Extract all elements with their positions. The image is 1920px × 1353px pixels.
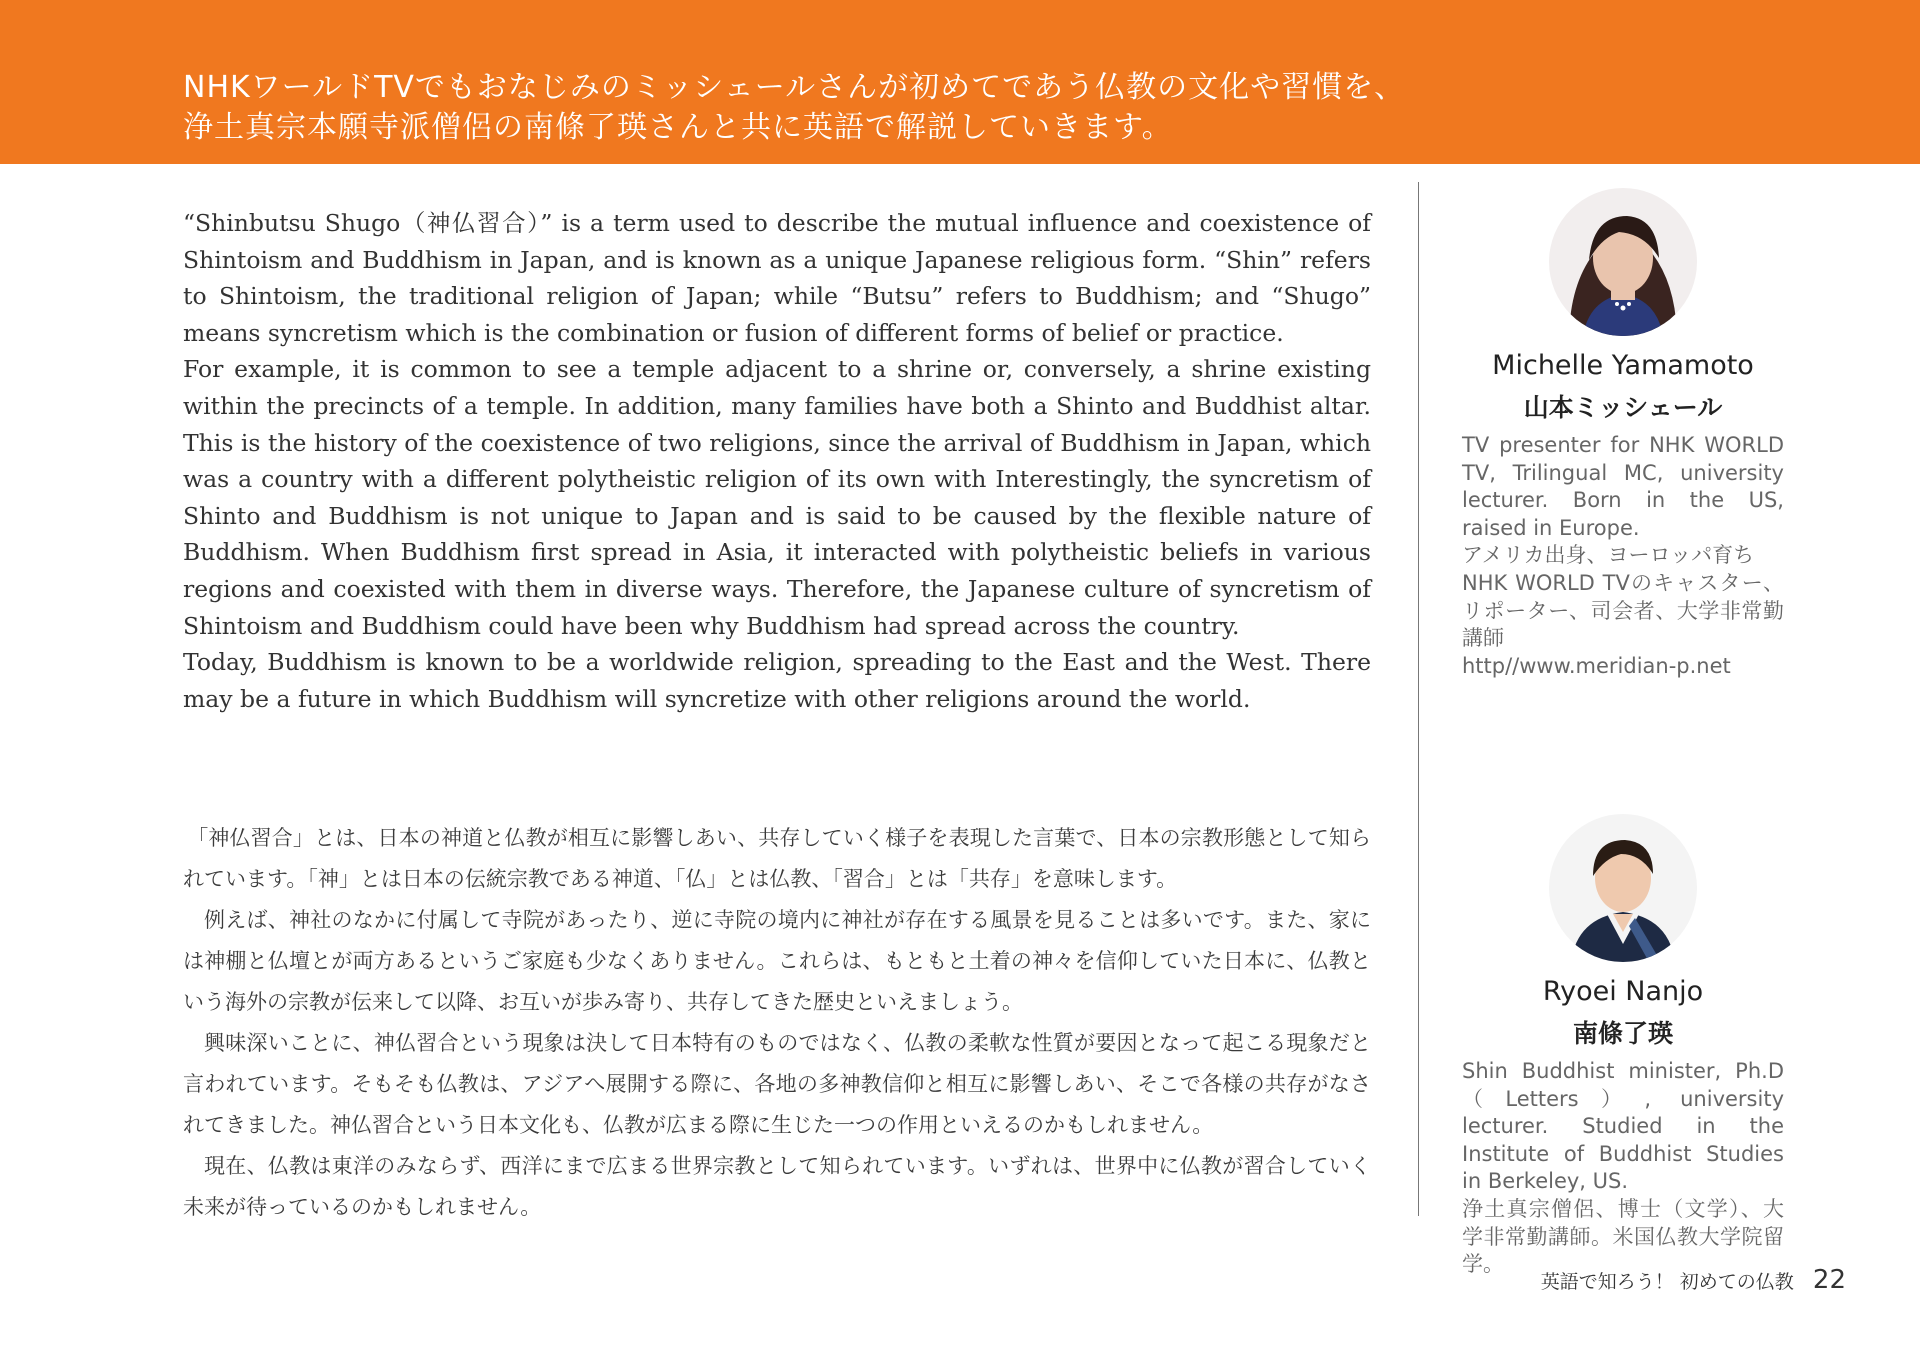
bio-line: http//www.meridian-p.net bbox=[1462, 653, 1731, 678]
english-paragraph: For example, it is common to see a temple adjacent to a shrine or, conversely, a shrine existing within the precincts of a temple. In addition, many families have both a Shinto and Buddhist altar. This is the history of the coexistence of two religions, since the arrival of Buddhism in Japan, which was a country with a different polytheistic religion of its own with Interestingly, the syncretism of Shinto and Buddhism is not unique to Japan and is said to be caused by the flexible nature of Buddhism. When Buddhism first spread in Asia, it interacted with polytheistic beliefs in various regions and coexisted with them in diverse ways. Therefore, the Japanese culture of syncretism of Shintoism and Buddhism could have been why Buddhism had spread across the country. bbox=[183, 355, 1371, 640]
avatar bbox=[1549, 814, 1697, 962]
english-paragraph: “Shinbutsu Shugo（神仏習合）” is a term used to describe the mutual influence and coexistence of Shintoism and Buddhism in Japan, and is known as a unique Japanese religious form. “Shin” refers to Shintoism, the traditional religion of Japan; while “Butsu” refers to Buddhism; and “Shugo” means syncretism which is the combination or fusion of different forms of belief or practice. bbox=[183, 209, 1371, 347]
profile-name-en: Michelle Yamamoto bbox=[1492, 350, 1754, 381]
english-text bbox=[183, 205, 1371, 717]
banner-text bbox=[183, 68, 1883, 148]
japanese-paragraph: 例えば、神社のなかに付属して寺院があったり、逆に寺院の境内に神社が存在する風景を見ることは多いです。また、家には神棚と仏壇とが両方あるというご家庭も少なくありません。これらは、もともと土着の神々を信仰していた日本に、仏教という海外の宗教が伝来して以降、お互いが歩み寄り、共存してきた歴史といえましょう。 bbox=[183, 908, 1371, 1014]
japanese-paragraph: 「神仏習合」とは、日本の神道と仏教が相互に影響しあい、共存していく様子を表現した言葉で、日本の宗教形態として知られています。「神」とは日本の伝統宗教である神道、「仏」とは仏教、「習合」とは「共存」を意味します。 bbox=[183, 826, 1371, 891]
bio-line: Shin Buddhist minister, Ph.D（Letters）, university lecturer. Studied in the Institute of Buddhist Studies in Berkeley, US. bbox=[1462, 1059, 1784, 1194]
english-paragraph: Today, Buddhism is known to be a worldwide religion, spreading to the East and the West. There may be a future in which Buddhism will syncretize with other religions around the world. bbox=[183, 648, 1371, 713]
bio-line: NHK WORLD TVのキャスター、リポーター、司会者、大学非常勤講師 bbox=[1462, 570, 1784, 651]
profile-name-en: Ryoei Nanjo bbox=[1542, 976, 1704, 1007]
banner-line-2: 浄土真宗本願寺派僧侶の南條了瑛さんと共に英語で解説していきます。 bbox=[183, 110, 1173, 145]
bio-line: 浄土真宗僧侶、博士（文学）、大学非常勤講師。米国仏教大学院留学。 bbox=[1462, 1196, 1784, 1277]
banner-line-1: NHKワールドTVでもおなじみのミッシェールさんが初めてであう仏教の文化や習慣を、 bbox=[183, 70, 1406, 105]
page-footer bbox=[1541, 1265, 1846, 1295]
bio-line: TV presenter for NHK WORLD TV, Trilingual MC, university lecturer. Born in the US, raised in Europe. bbox=[1462, 433, 1784, 540]
japanese-paragraph: 興味深いことに、神仏習合という現象は決して日本特有のものではなく、仏教の柔軟な性質が要因となって起こる現象だと言われています。そもそも仏教は、アジアへ展開する際に、各地の多神教信仰と相互に影響しあい、そこで各様の共存がなされてきました。神仏習合という日本文化も、仏教が広まる際に生じた一つの作用といえるのかもしれません。 bbox=[183, 1031, 1371, 1137]
header-banner bbox=[0, 0, 1920, 164]
japanese-text bbox=[183, 818, 1371, 1228]
profile-name-ja: 南條了瑛 bbox=[1572, 1019, 1673, 1048]
page-number: 22 bbox=[1812, 1265, 1846, 1295]
profile-name-ja: 山本ミッシェール bbox=[1523, 393, 1723, 422]
footer-title: 英語で知ろう！ 初めての仏教 bbox=[1540, 1271, 1794, 1293]
bio-line: アメリカ出身、ヨーロッパ育ち bbox=[1462, 543, 1755, 568]
profile-bio bbox=[1462, 1058, 1784, 1279]
profile-bio bbox=[1462, 432, 1784, 680]
column-divider bbox=[1418, 182, 1419, 1216]
japanese-paragraph: 現在、仏教は東洋のみならず、西洋にまで広まる世界宗教として知られています。いずれは、世界中に仏教が習合していく未来が待っているのかもしれません。 bbox=[183, 1154, 1371, 1219]
avatar bbox=[1549, 188, 1697, 336]
